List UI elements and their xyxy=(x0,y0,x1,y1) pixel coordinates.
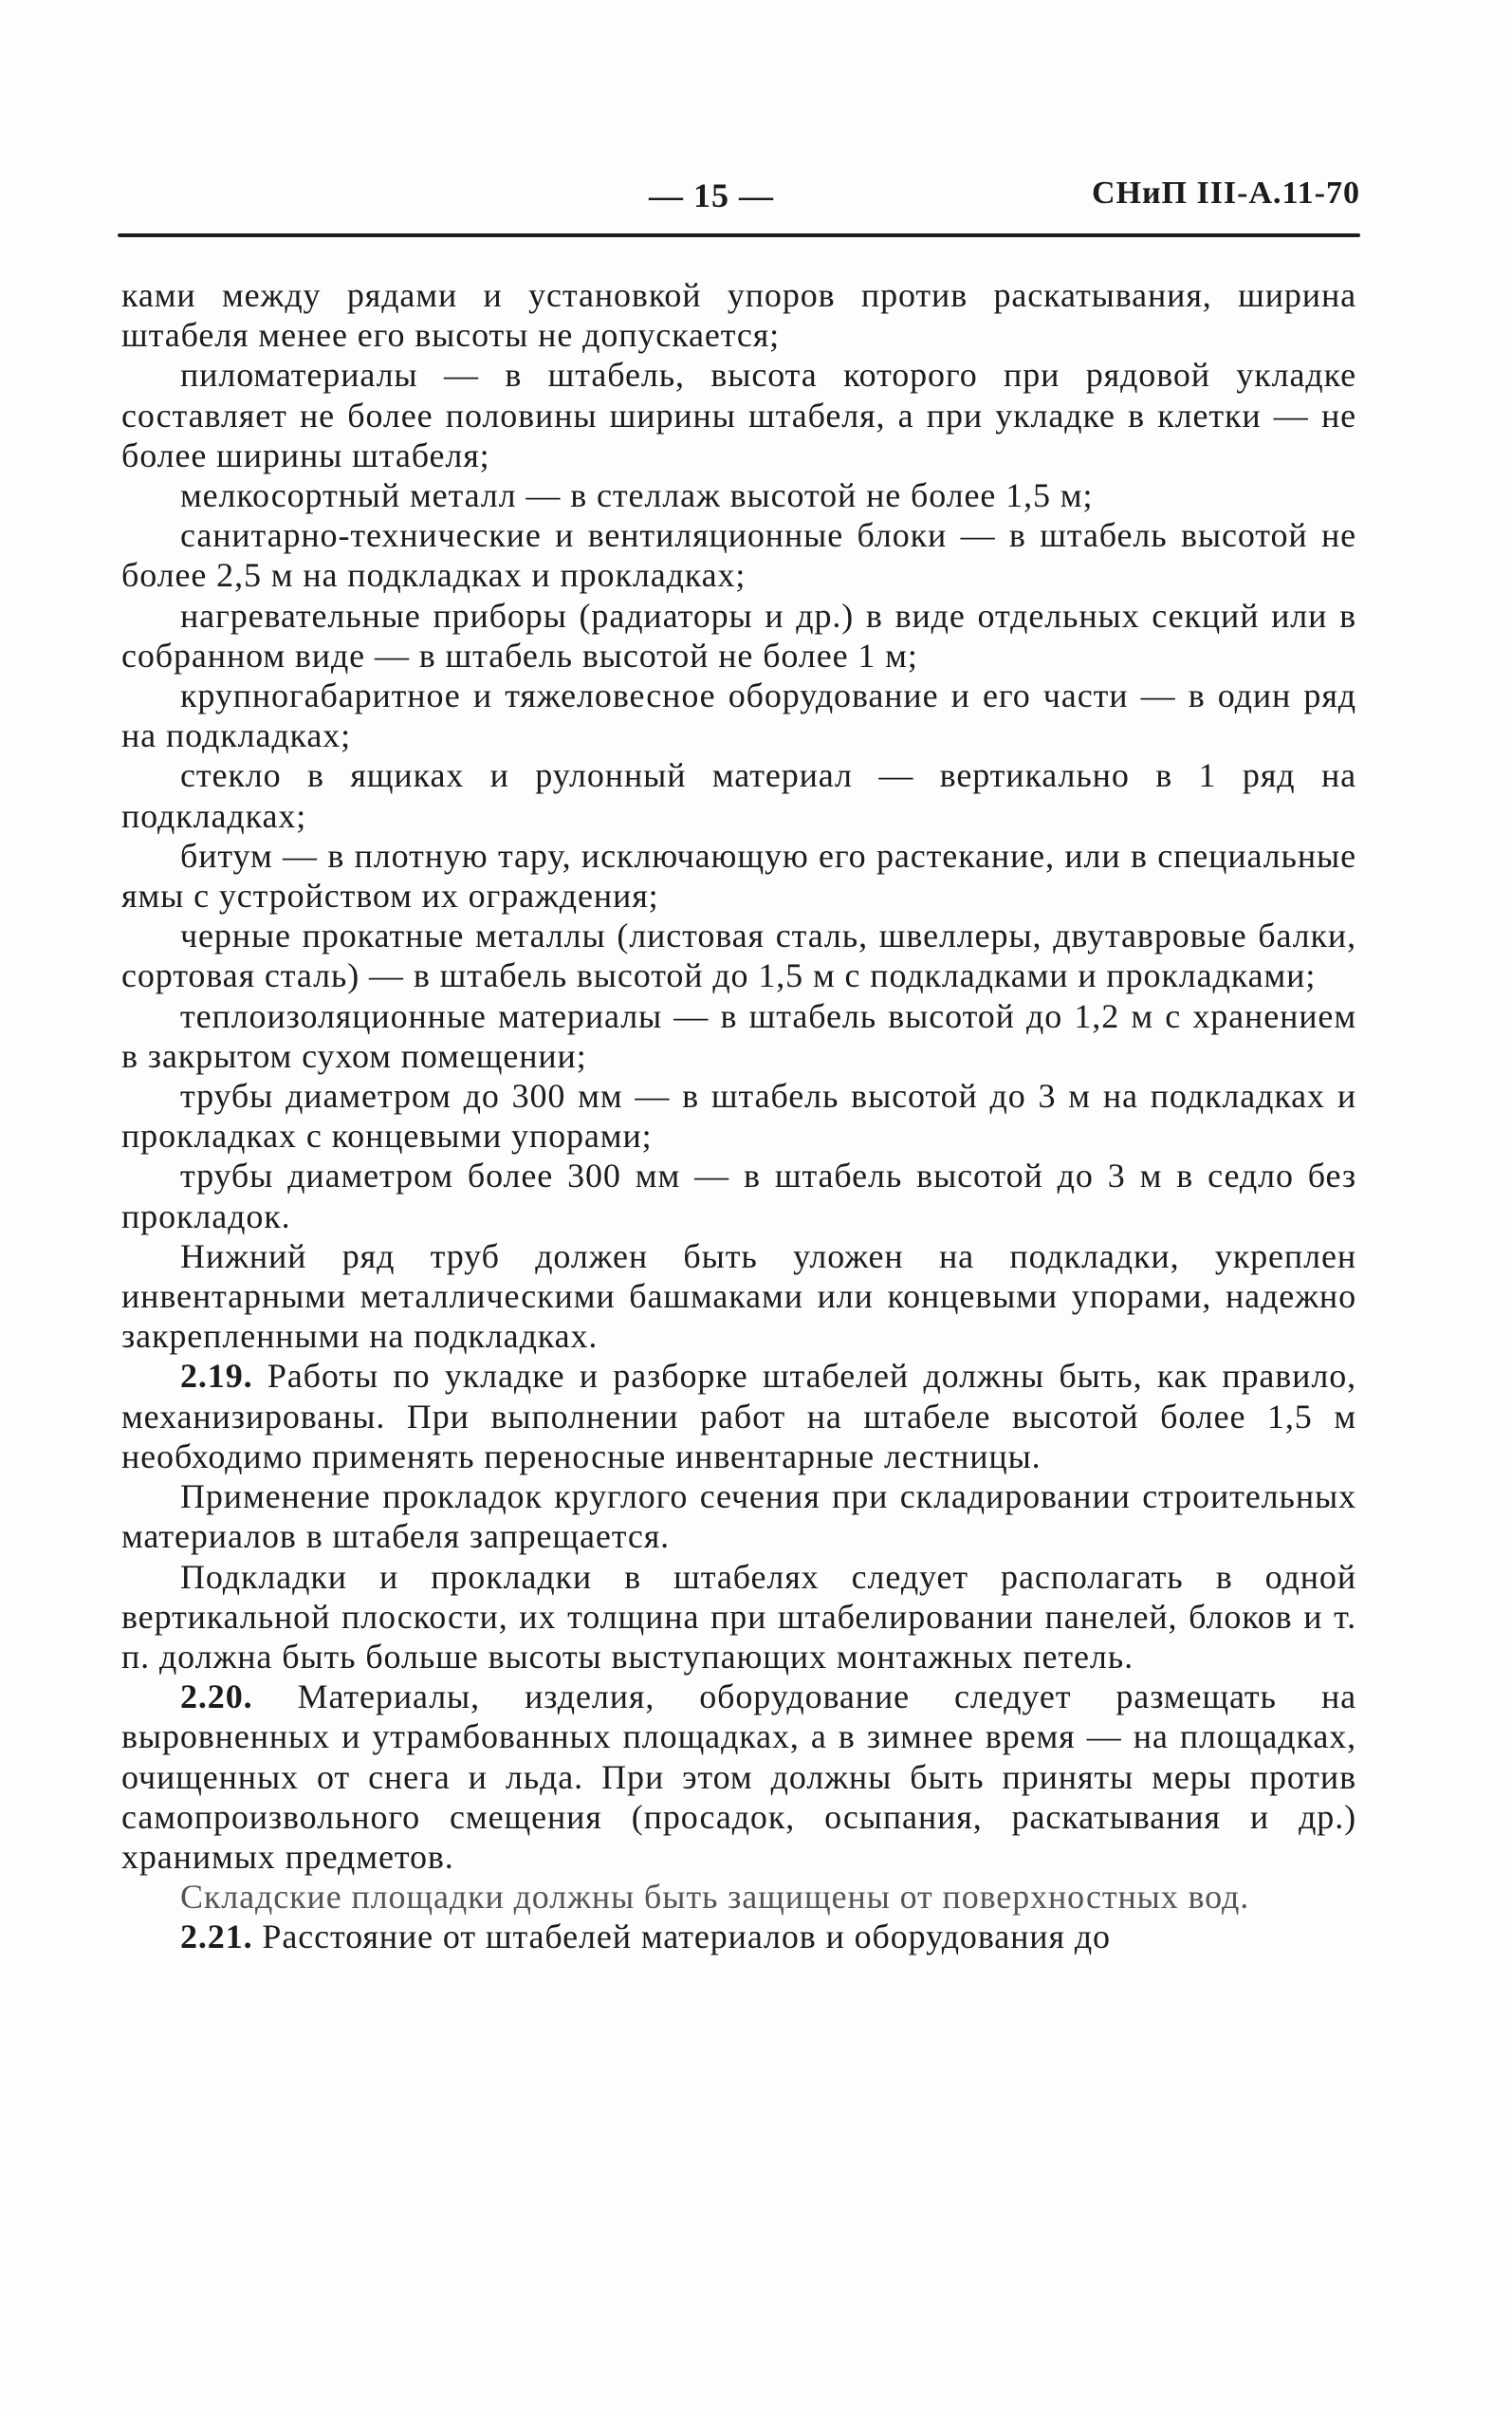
document-code: СНиП III-А.11-70 xyxy=(1091,176,1360,211)
paragraph-round-spacers: Применение прокладок круглого сечения при складировании строительных материалов в штабеля запрещается. xyxy=(121,1477,1356,1556)
list-item-rolled-metals: черные прокатные металлы (листовая сталь, швеллеры, двутавровые балки, сортовая сталь) — в штабель высотой до 1,5 м с подкладками и прокладками; xyxy=(121,917,1356,995)
clause-number: 2.20. xyxy=(180,1677,253,1716)
list-item-sanitary-blocks: санитарно-технические и вентиляционные блоки — в штабель высотой не более 2,5 м на подкладках и прокладках; xyxy=(121,516,1356,595)
page-number: — 15 — xyxy=(649,176,774,214)
list-item-small-metal: мелкосортный металл — в стеллаж высотой не более 1,5 м; xyxy=(180,476,1094,515)
paragraph-continuation: ками между рядами и установкой упоров против раскатывания, ширина штабеля менее его высоты не допускается; xyxy=(121,276,1356,355)
list-item-pipes-large: трубы диаметром более 300 мм — в штабель высотой до 3 м в седло без прокладок. xyxy=(121,1157,1356,1235)
body-text xyxy=(121,275,1356,1957)
list-item-large-equipment: крупногабаритное и тяжеловесное оборудование и его части — в один ряд на подкладках; xyxy=(121,676,1356,755)
list-item-glass: стекло в ящиках и рулонный материал — вертикально в 1 ряд на подкладках; xyxy=(121,756,1356,835)
list-item-pipes-small: трубы диаметром до 300 мм — в штабель высотой до 3 м на подкладках и прокладках с концевыми упорами; xyxy=(121,1077,1356,1156)
list-item-insulation: теплоизоляционные материалы — в штабель высотой до 1,2 м с хранением в закрытом сухом помещении; xyxy=(121,996,1356,1075)
clause-number: 2.19. xyxy=(180,1357,253,1396)
clause-2-21: 2.21. Расстояние от штабелей материалов и оборудования до xyxy=(180,1918,1111,1956)
list-item-heaters: нагревательные приборы (радиаторы и др.) в виде отдельных секций или в собранном виде — в штабель высотой не более 1 м; xyxy=(121,596,1356,675)
clause-2-19: 2.19. Работы по укладке и разборке штабелей должны быть, как правило, механизированы. При выполнении работ на штабеле высотой более 1,5 м необходимо применять переносные инвентарные лестницы. xyxy=(121,1357,1357,1475)
page-header xyxy=(118,176,1360,223)
list-item-bitumen: битум — в плотную тару, исключающую его растекание, или в специальные ямы с устройством их ограждения; xyxy=(121,836,1356,916)
clause-2-20: 2.20. Материалы, изделия, оборудование следует размещать на выровненных и утрамбованных площадках, а в зимнее время — на площадках, очищенных от снега и льда. При этом должны быть приняты меры против самопроизвольного смещения (просадок, осыпания, раскатывания и др.) хранимых предметов. xyxy=(121,1677,1356,1876)
paragraph-storage-sites: Складские площадки должны быть защищены от поверхностных вод. xyxy=(180,1878,1250,1917)
paragraph-pipe-row: Нижний ряд труб должен быть уложен на подкладки, укреплен инвентарными металлическими башмаками или концевыми упорами, надежно закрепленными на подкладках. xyxy=(121,1236,1356,1356)
list-item-lumber: пиломатериалы — в штабель, высота которого при рядовой укладке составляет не более половины ширины штабеля, а при укладке в клетки — не более ширины штабеля; xyxy=(121,356,1356,474)
header-rule xyxy=(118,233,1360,237)
clause-number: 2.21. xyxy=(180,1918,253,1956)
paragraph-spacers-plane: Подкладки и прокладки в штабелях следует располагать в одной вертикальной плоскости, их толщина при штабелировании панелей, блоков и т. п. должна быть больше высоты выступающих монтажных петель. xyxy=(121,1557,1356,1676)
